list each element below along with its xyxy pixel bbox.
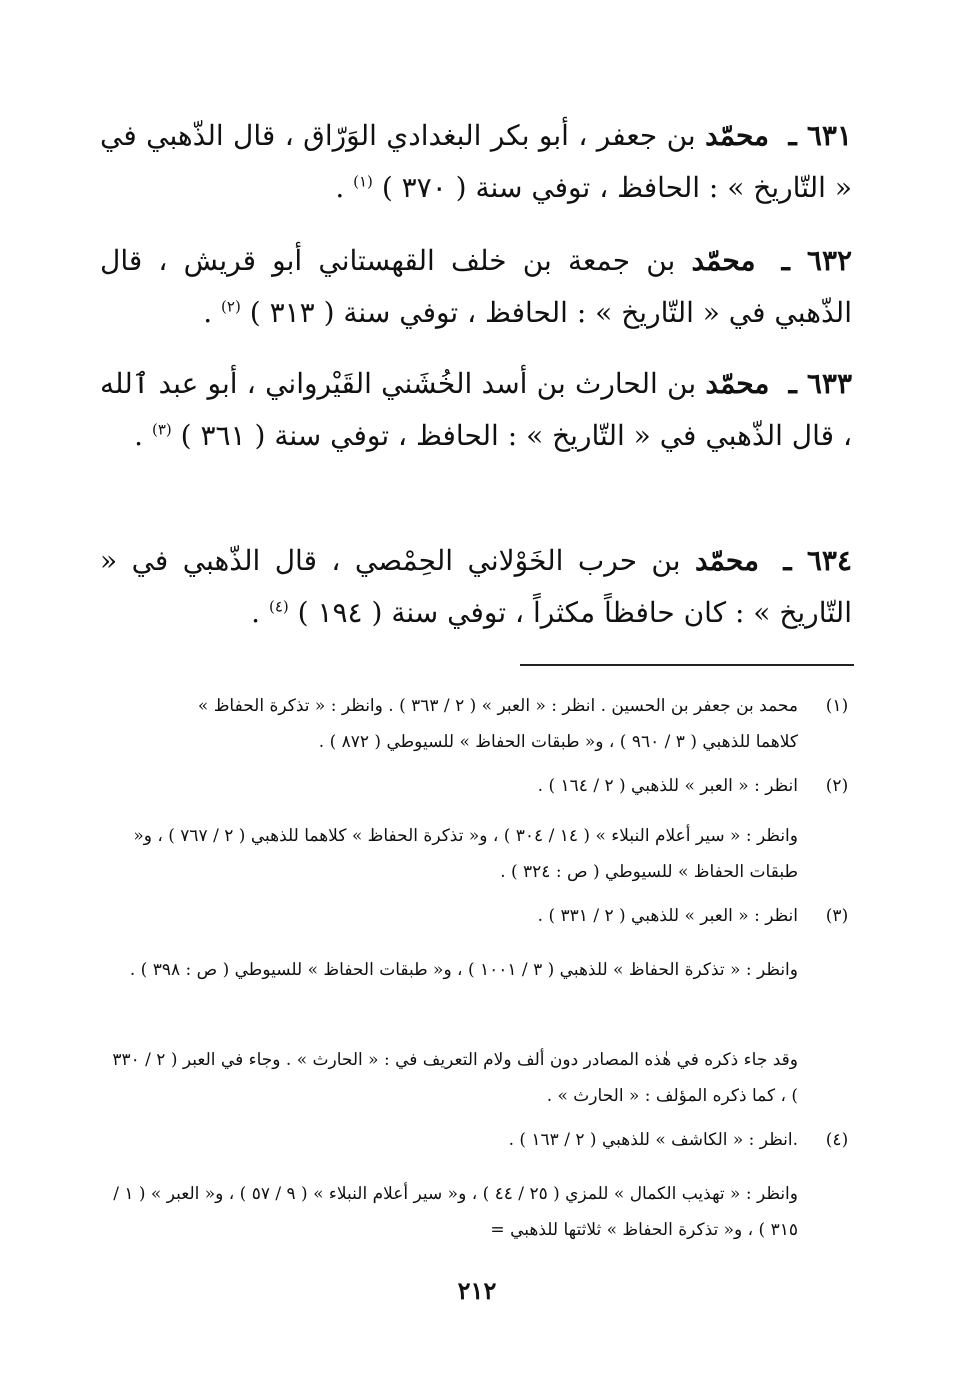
- footnote-separator: [520, 664, 854, 666]
- footnote-ref: (٢): [221, 297, 241, 316]
- footnote-3-continued: [108, 952, 858, 988]
- footnote-4-continued: [108, 1176, 858, 1248]
- footnote-ref: (٣): [151, 420, 172, 439]
- footnote-text: محمد بن جعفر بن الحسين . انظر : « العبر » ( ٢ / ٣٦٣ ) . وانظر : « تذكرة الحفاظ »: [197, 696, 798, 716]
- entry-end: .: [251, 596, 269, 629]
- footnote-2-continued: [108, 818, 858, 890]
- footnote-text: وقد جاء ذكره في هٰذه المصادر دون ألف ولام التعريف في : « الحارث » . وجاء في العبر ( ٢ / ٣٣٠ ) ، كما ذكره المؤلف : « الحارث » .: [112, 1050, 798, 1106]
- footnote-number: (١): [825, 696, 849, 716]
- footnote-4: [108, 1122, 858, 1158]
- entry-name: محمّد: [705, 119, 770, 152]
- footnote-text: .انظر : « الكاشف » للذهبي ( ٢ / ١٦٣ ) .: [508, 1130, 798, 1150]
- entry-632: [100, 235, 852, 339]
- footnote-number: (٤): [825, 1130, 849, 1150]
- entry-text: بن الحارث بن أسد الخُشَني القَيْرواني ، أبو عبد ٱلله ، قال الذّهبي في « التّاريخ » : الحافظ ، توفي سنة ( ٣٦١ ): [100, 367, 852, 452]
- footnote-2: [108, 768, 858, 804]
- entry-text: بن حرب الخَوْلاني الحِمْصي ، قال الذّهبي في « التّاريخ » : كان حافظاً مكثراً ، توفي سنة ( ١٩٤ ): [100, 544, 852, 629]
- entry-name: محمّد: [691, 244, 756, 277]
- entry-number: ٦٣٣ ـ: [788, 367, 853, 400]
- entry-end: .: [134, 419, 152, 452]
- entry-631: [100, 110, 852, 214]
- footnote-text: انظر : « العبر » للذهبي ( ٢ / ٣٣١ ) .: [537, 906, 798, 926]
- entry-number: ٦٣٢ ـ: [781, 244, 853, 277]
- entry-name: محمّد: [694, 544, 759, 577]
- entry-634: [100, 535, 852, 639]
- footnote-text: كلاهما للذهبي ( ٣ / ٩٦٠ ) ، و« طبقات الحفاظ » للسيوطي ( ٨٧٢ ) .: [318, 732, 798, 752]
- footnote-ref: (١): [353, 172, 373, 191]
- footnote-text: انظر : « العبر » للذهبي ( ٢ / ١٦٤ ) .: [537, 776, 798, 796]
- footnote-text: وانظر : « تهذيب الكمال » للمزي ( ٢٥ / ٤٤ ) ، و« سير أعلام النبلاء » ( ٩ / ٥٧ ) ، و« العبر » ( ١ / ٣١٥ ) ، و« تذكرة الحفاظ » ثلاثتها للذهبي =: [113, 1184, 798, 1240]
- entry-name: محمّد: [705, 367, 770, 400]
- page-number: ٢١٢: [457, 1276, 497, 1305]
- entry-text: بن جعفر ، أبو بكر البغدادي الوَرّاق ، قال الذّهبي في « التّاريخ » : الحافظ ، توفي سنة ( ٣٧٠ ): [100, 119, 852, 204]
- footnote-number: (٣): [825, 906, 849, 926]
- entry-number: ٦٣١ ـ: [788, 119, 852, 152]
- entry-633: [100, 358, 852, 462]
- entry-number: ٦٣٤ ـ: [783, 544, 852, 577]
- footnote-ref: (٤): [268, 597, 289, 616]
- entry-end: .: [203, 296, 222, 329]
- entry-end: .: [335, 171, 354, 204]
- entry-text: بن جمعة بن خلف القهستاني أبو قريش ، قال الذّهبي في « التّاريخ » : الحافظ ، توفي سنة ( ٣١٣ ): [100, 244, 852, 329]
- footnote-3-note: [108, 1042, 858, 1114]
- footnote-3: [108, 898, 858, 934]
- footnote-1: [108, 688, 858, 760]
- footnote-number: (٢): [825, 776, 849, 796]
- footnote-text: وانظر : « تذكرة الحفاظ » للذهبي ( ٣ / ١٠٠١ ) ، و« طبقات الحفاظ » للسيوطي ( ص : ٣٩٨ ) .: [129, 960, 798, 980]
- footnote-text: وانظر : « سير أعلام النبلاء » ( ١٤ / ٣٠٤ ) ، و« تذكرة الحفاظ » كلاهما للذهبي ( ٢ / ٧٦٧ ) ، و« طبقات الحفاظ » للسيوطي ( ص : ٣٢٤ ) .: [133, 826, 798, 882]
